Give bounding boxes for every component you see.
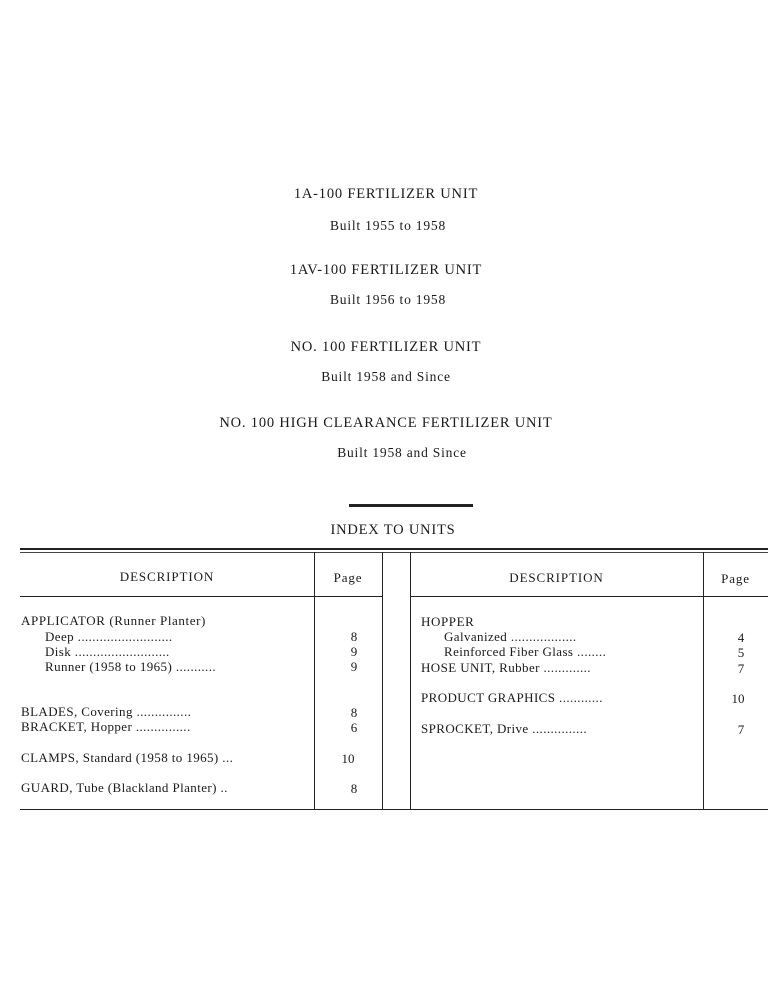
- page-number: 8: [350, 629, 358, 644]
- index-entry-hopper: HOPPER: [421, 614, 475, 629]
- index-entry-bracket-hopper: BRACKET, Hopper ...............: [21, 719, 191, 734]
- page-number: 9: [350, 659, 358, 674]
- index-entry-sprocket-drive: SPROCKET, Drive ...............: [421, 721, 587, 736]
- index-entry-deep: Deep ..........................: [45, 629, 173, 644]
- page-number: 7: [737, 722, 745, 737]
- column-header-description-right: DESCRIPTION: [509, 570, 604, 585]
- index-entry-applicator: APPLICATOR (Runner Planter): [21, 613, 206, 628]
- table-top-rule: [20, 548, 768, 550]
- table-top-rule-inner: [20, 552, 768, 553]
- header-rule-right: [410, 596, 768, 597]
- column-divider: [703, 552, 704, 809]
- page-number: 9: [350, 644, 358, 659]
- index-entry-guard-tube: GUARD, Tube (Blackland Planter) ..: [21, 780, 228, 795]
- index-entry-runner: Runner (1958 to 1965) ...........: [45, 659, 216, 674]
- column-header-page-left: Page: [333, 570, 363, 585]
- page-number: 8: [350, 781, 358, 796]
- page-number: 10: [731, 691, 745, 706]
- unit-title-1av100: 1AV-100 FERTILIZER UNIT: [289, 262, 483, 278]
- index-entry-clamps-standard: CLAMPS, Standard (1958 to 1965) ...: [21, 750, 234, 765]
- index-entry-hose-unit-rubber: HOSE UNIT, Rubber .............: [421, 660, 591, 675]
- index-title: INDEX TO UNITS: [330, 522, 456, 538]
- page-number: 4: [737, 630, 745, 645]
- built-years-1av100: Built 1956 to 1958: [329, 292, 447, 307]
- page-number: 7: [737, 661, 745, 676]
- unit-title-1a100: 1A-100 FERTILIZER UNIT: [293, 186, 479, 202]
- page-number: 10: [341, 751, 355, 766]
- index-entry-blades-covering: BLADES, Covering ...............: [21, 704, 192, 719]
- index-entry-product-graphics: PRODUCT GRAPHICS ............: [421, 690, 603, 705]
- built-years-no100-high-clearance: Built 1958 and Since: [337, 445, 467, 460]
- column-divider: [382, 552, 383, 809]
- page-number: 8: [350, 705, 358, 720]
- built-years-no100: Built 1958 and Since: [321, 369, 451, 384]
- column-divider: [314, 552, 315, 809]
- column-header-page-right: Page: [721, 571, 750, 586]
- page-number: 5: [737, 645, 745, 660]
- page-number: 6: [350, 720, 358, 735]
- unit-title-no100-high-clearance: NO. 100 HIGH CLEARANCE FERTILIZER UNIT: [219, 415, 553, 431]
- column-header-description-left: DESCRIPTION: [119, 569, 215, 584]
- index-entry-disk: Disk ..........................: [45, 644, 170, 659]
- index-entry-galvanized: Galvanized ..................: [444, 629, 577, 644]
- header-rule-left: [20, 596, 382, 597]
- table-bottom-rule: [20, 809, 768, 810]
- section-divider: [349, 504, 473, 507]
- column-divider: [410, 552, 411, 809]
- built-years-1a100: Built 1955 to 1958: [329, 218, 447, 233]
- unit-title-no100: NO. 100 FERTILIZER UNIT: [290, 339, 482, 355]
- index-entry-reinforced-fiber-glass: Reinforced Fiber Glass ........: [444, 644, 607, 659]
